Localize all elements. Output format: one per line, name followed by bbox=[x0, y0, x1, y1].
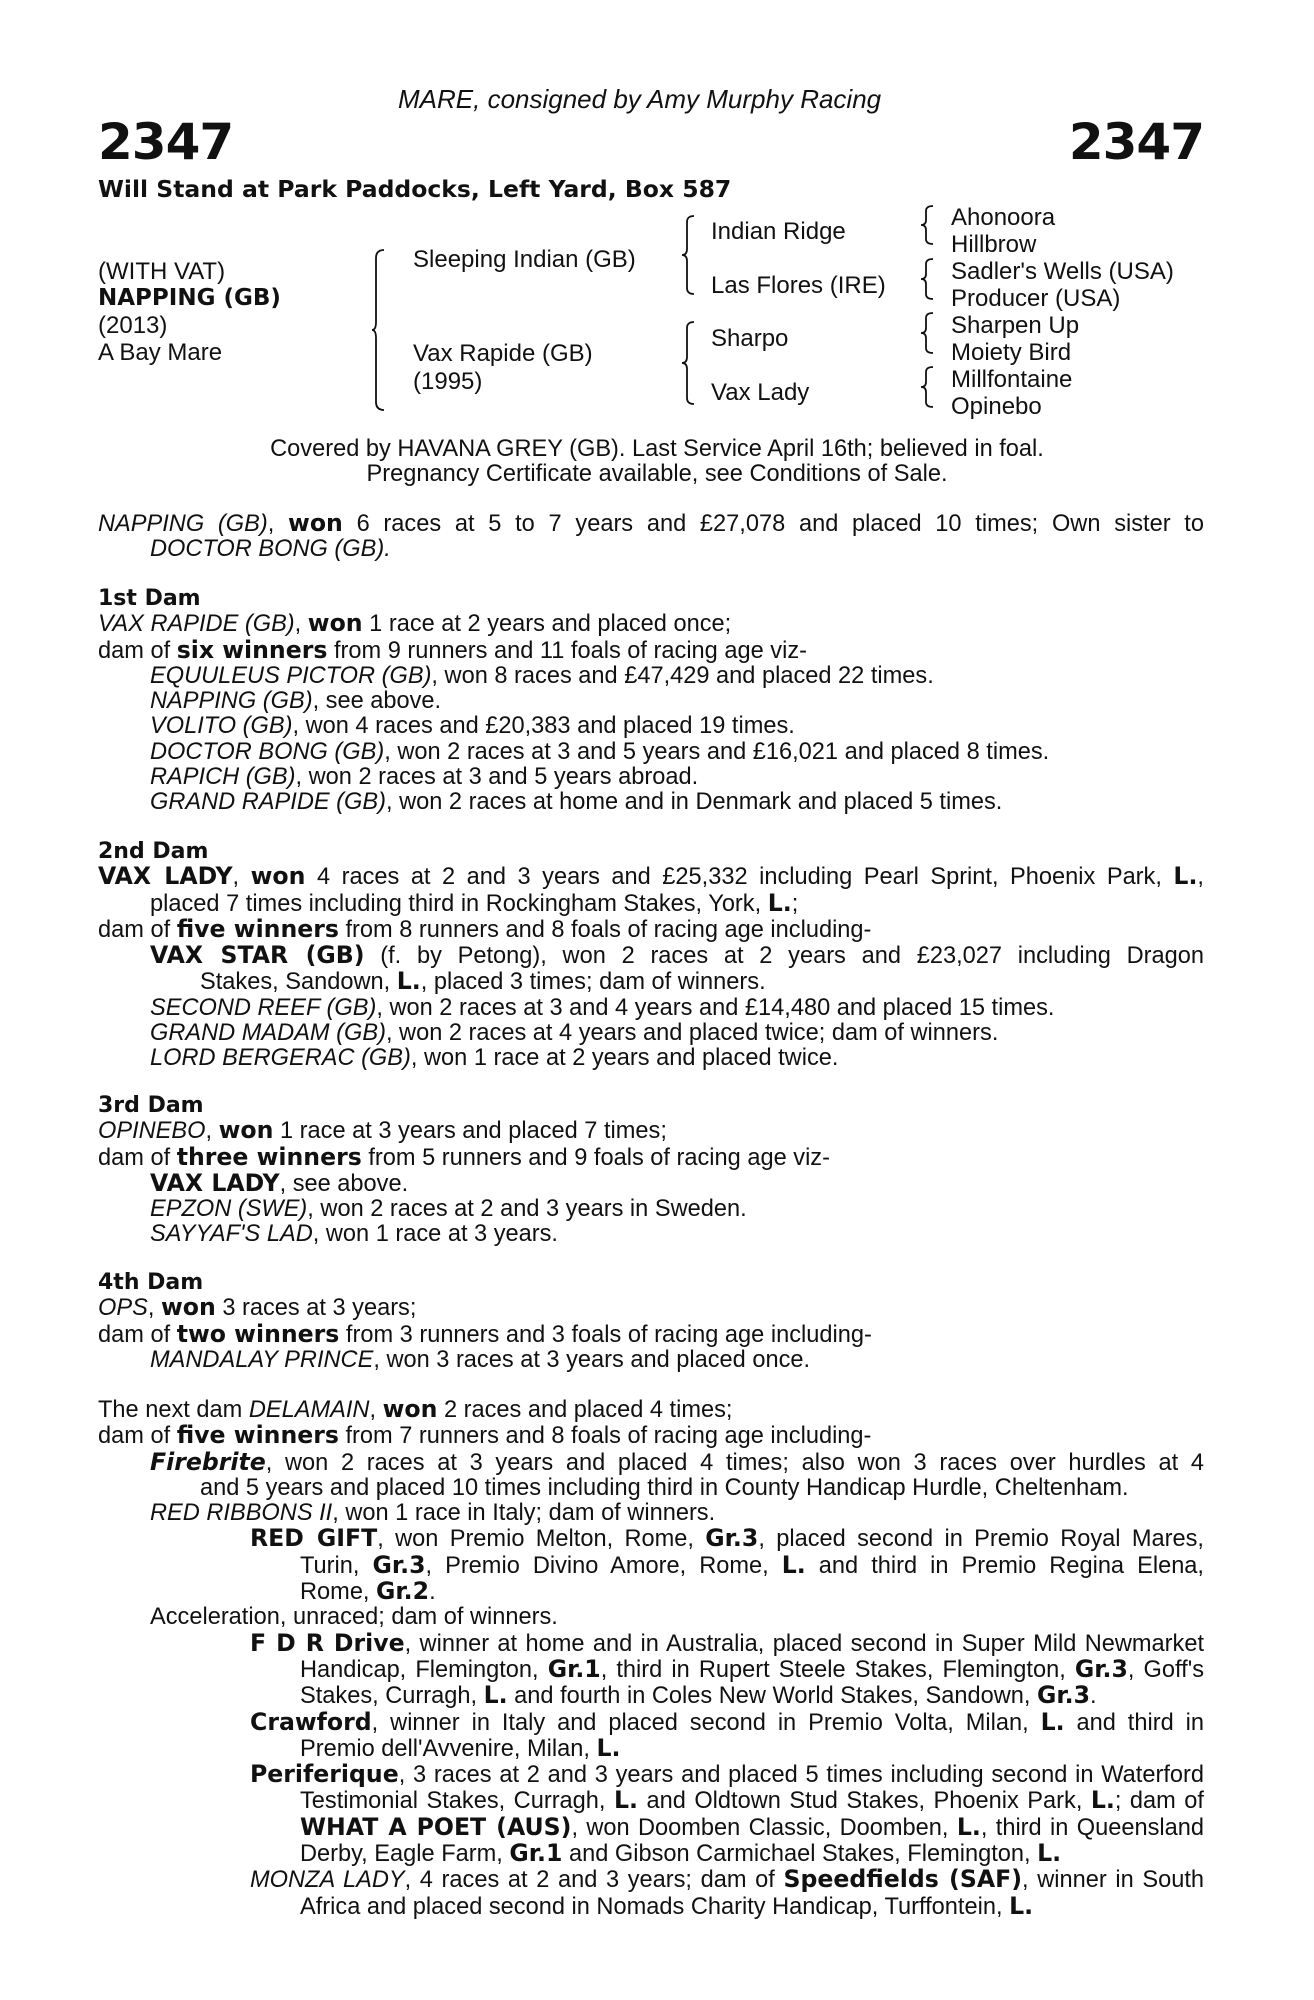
progeny-line: and 5 years and placed 10 times including third in County Handicap Hurdle, Cheltenham. bbox=[200, 1474, 1129, 1501]
pedigree-dam: Vax Rapide (GB) bbox=[413, 340, 593, 367]
dam-line: The next dam DELAMAIN, won 2 races and placed 4 times; bbox=[98, 1395, 733, 1423]
progeny-line: RAPICH (GB), won 2 races at 3 and 5 years abroad. bbox=[150, 764, 699, 791]
progeny-line: Premio dell'Avvenire, Milan, L. bbox=[300, 1733, 621, 1762]
pedigree-dss: Sharpen Up bbox=[951, 312, 1080, 339]
pedigree-brace-sd bbox=[921, 259, 935, 299]
progeny-line: EPZON (SWE), won 2 races at 2 and 3 years in Sweden. bbox=[150, 1196, 747, 1223]
progeny-line: Periferique, 3 races at 2 and 3 years and placed 5 times including second in Waterford bbox=[250, 1760, 1204, 1789]
first-dam-section bbox=[98, 586, 1204, 816]
horse-year: (2013) bbox=[98, 312, 168, 339]
section-heading: 3rd Dam bbox=[98, 1093, 204, 1118]
progeny-line: SAYYAF'S LAD, won 1 race at 3 years. bbox=[150, 1221, 558, 1248]
intro-section bbox=[98, 511, 1204, 563]
progeny-line: DOCTOR BONG (GB), won 2 races at 3 and 5 years and £16,021 and placed 8 times. bbox=[150, 738, 1050, 765]
intro-line: NAPPING (GB), won 6 races at 5 to 7 years and £27,078 and placed 10 times; Own sister to bbox=[98, 509, 1204, 537]
pedigree-ddd: Opinebo bbox=[951, 393, 1042, 420]
lot-number-left: 2347 bbox=[98, 113, 234, 171]
stand-location: Will Stand at Park Paddocks, Left Yard, Box 587 bbox=[98, 175, 732, 203]
progeny-line: Testimonial Stakes, Curragh, L. and Oldtown Stud Stakes, Phoenix Park, L.; dam of bbox=[300, 1786, 1204, 1815]
fourth-dam-section bbox=[98, 1270, 1204, 1373]
covered-line-2: Pregnancy Certificate available, see Conditions of Sale. bbox=[366, 461, 948, 487]
consignor-line: MARE, consigned by Amy Murphy Racing bbox=[398, 84, 882, 114]
section-heading: 2nd Dam bbox=[98, 839, 209, 864]
progeny-line: Handicap, Flemington, Gr.1, third in Rupert Steele Stakes, Flemington, Gr.3, Goff's bbox=[300, 1654, 1204, 1683]
progeny-line: SECOND REEF (GB), won 2 races at 3 and 4 years and £14,480 and placed 15 times. bbox=[150, 994, 1055, 1021]
dam-line: OPINEBO, won 1 race at 3 years and placed 7 times; bbox=[98, 1116, 667, 1145]
progeny-line: VOLITO (GB), won 4 races and £20,383 and placed 19 times. bbox=[150, 713, 795, 740]
pedigree-sire-dam: Las Flores (IRE) bbox=[711, 272, 886, 299]
pedigree-dam-year: (1995) bbox=[413, 368, 483, 395]
section-heading: 1st Dam bbox=[98, 586, 201, 611]
third-dam-section bbox=[98, 1093, 1204, 1248]
progeny-line: Rome, Gr.2. bbox=[300, 1577, 436, 1606]
progeny-line: NAPPING (GB), see above. bbox=[150, 688, 442, 715]
dam-produce-line: dam of five winners from 7 runners and 8 foals of racing age including- bbox=[98, 1421, 872, 1450]
progeny-line: LORD BERGERAC (GB), won 1 race at 2 years and placed twice. bbox=[150, 1045, 839, 1072]
dam-line: OPS, won 3 races at 3 years; bbox=[98, 1293, 417, 1322]
pedigree-dsd: Moiety Bird bbox=[951, 339, 1072, 366]
progeny-line: Stakes, Sandown, L., placed 3 times; dam of winners. bbox=[200, 967, 766, 996]
next-dam-section bbox=[98, 1397, 1204, 1920]
progeny-line: GRAND MADAM (GB), won 2 races at 4 years and placed twice; dam of winners. bbox=[150, 1020, 999, 1047]
progeny-line: MANDALAY PRINCE, won 3 races at 3 years and placed once. bbox=[150, 1346, 811, 1373]
pedigree-dds: Millfontaine bbox=[951, 366, 1073, 393]
progeny-line: RED GIFT, won Premio Melton, Rome, Gr.3, placed second in Premio Royal Mares, bbox=[250, 1524, 1204, 1553]
dam-produce-line: dam of two winners from 3 runners and 3 foals of racing age including- bbox=[98, 1319, 872, 1348]
dam-produce-line: dam of three winners from 5 runners and 9 foals of racing age viz- bbox=[98, 1142, 830, 1171]
vat-note: (WITH VAT) bbox=[98, 258, 226, 285]
progeny-line: RED RIBBONS II, won 1 race in Italy; dam of winners. bbox=[150, 1500, 716, 1527]
progeny-line: VAX LADY, see above. bbox=[150, 1168, 409, 1197]
intro-line: DOCTOR BONG (GB). bbox=[150, 536, 391, 563]
pedigree-sire-sire: Indian Ridge bbox=[711, 218, 846, 245]
progeny-line: Crawford, winner in Italy and placed second in Premio Volta, Milan, L. and third in bbox=[250, 1707, 1204, 1736]
horse-description: A Bay Mare bbox=[98, 339, 223, 366]
pedigree-sss: Ahonoora bbox=[951, 204, 1056, 231]
progeny-line: Turin, Gr.3, Premio Divino Amore, Rome, L. and third in Premio Regina Elena, bbox=[300, 1550, 1204, 1579]
progeny-line: WHAT A POET (AUS), won Doomben Classic, Doomben, L., third in Queensland bbox=[300, 1812, 1204, 1841]
dam-line: VAX RAPIDE (GB), won 1 race at 2 years and placed once; bbox=[98, 609, 732, 638]
progeny-line: Africa and placed second in Nomads Charity Handicap, Turffontein, L. bbox=[300, 1891, 1034, 1920]
covered-line-1: Covered by HAVANA GREY (GB). Last Service April 16th; believed in foal. bbox=[270, 436, 1044, 462]
second-dam-section bbox=[98, 839, 1204, 1072]
pedigree-sdd: Producer (USA) bbox=[951, 285, 1121, 312]
dam-line: placed 7 times including third in Rockingham Stakes, York, L.; bbox=[150, 888, 799, 917]
horse-name: NAPPING (GB) bbox=[98, 285, 281, 311]
pedigree-brace-sire bbox=[682, 216, 696, 294]
pedigree-sire: Sleeping Indian (GB) bbox=[413, 246, 636, 273]
pedigree-brace-ss bbox=[921, 206, 935, 244]
pedigree-dam-sire: Sharpo bbox=[711, 325, 789, 352]
pedigree-ssd: Hillbrow bbox=[951, 231, 1037, 258]
pedigree-brace-ds bbox=[921, 313, 935, 353]
progeny-line: Derby, Eagle Farm, Gr.1 and Gibson Carmichael Stakes, Flemington, L. bbox=[300, 1839, 1062, 1868]
progeny-line: EQUULEUS PICTOR (GB), won 8 races and £47,429 and placed 22 times. bbox=[150, 662, 934, 689]
pedigree-brace-main bbox=[372, 250, 386, 410]
section-heading: 4th Dam bbox=[98, 1270, 204, 1295]
progeny-line: GRAND RAPIDE (GB), won 2 races at home and in Denmark and placed 5 times. bbox=[150, 789, 1003, 816]
progeny-line: Firebrite, won 2 races at 3 years and placed 4 times; also won 3 races over hurdles at 4 bbox=[150, 1447, 1204, 1476]
dam-line: VAX LADY, won 4 races at 2 and 3 years and £25,332 including Pearl Sprint, Phoenix Park, L., bbox=[98, 862, 1204, 891]
progeny-line: F D R Drive, winner at home and in Australia, placed second in Super Mild Newmarket bbox=[250, 1628, 1204, 1657]
dam-produce-line: dam of six winners from 9 runners and 11 foals of racing age viz- bbox=[98, 635, 807, 664]
dam-produce-line: dam of five winners from 8 runners and 8 foals of racing age including- bbox=[98, 914, 872, 943]
progeny-line: Stakes, Curragh, L. and fourth in Coles New World Stakes, Sandown, Gr.3. bbox=[300, 1681, 1097, 1710]
progeny-line: Acceleration, unraced; dam of winners. bbox=[150, 1604, 558, 1631]
pedigree-dam-dam: Vax Lady bbox=[711, 379, 810, 406]
progeny-line: VAX STAR (GB) (f. by Petong), won 2 races at 2 years and £23,027 including Dragon bbox=[150, 941, 1204, 970]
lot-number-right: 2347 bbox=[1068, 113, 1204, 171]
pedigree-sds: Sadler's Wells (USA) bbox=[951, 258, 1174, 285]
pedigree-brace-dd bbox=[921, 367, 935, 407]
progeny-line: MONZA LADY, 4 races at 2 and 3 years; dam of Speedfields (SAF), winner in South bbox=[250, 1865, 1204, 1894]
pedigree-brace-dam bbox=[682, 322, 696, 404]
